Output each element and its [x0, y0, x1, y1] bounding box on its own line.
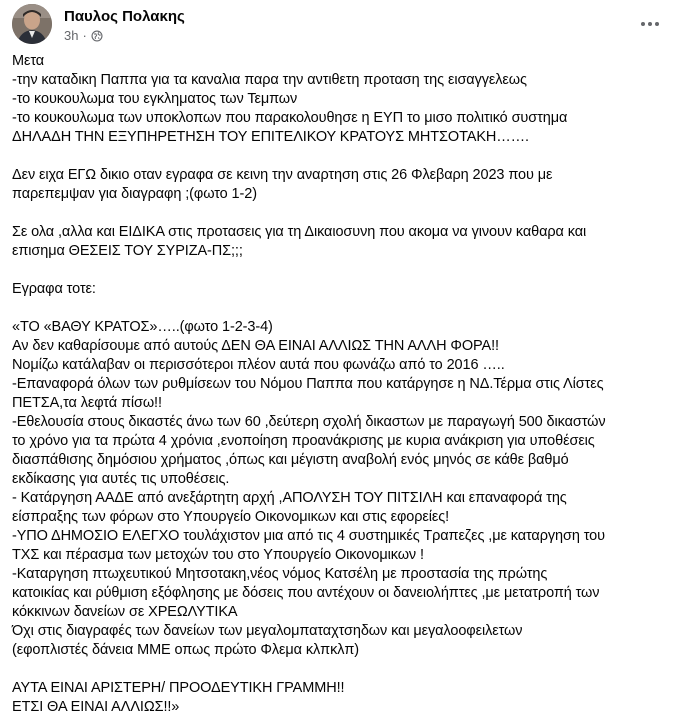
post-text-line: «ΤΟ «ΒΑΘΥ ΚΡΑΤΟΣ»…..(φωτο 1-2-3-4) [12, 319, 273, 335]
post-text-line: -το κουκουλωμα του εγκληματος των Τεμπων [12, 91, 298, 107]
post-text-line: Νομίζω κατάλαβαν οι περισσότεροι πλέον αυτά που φωνάζω από το 2016 ….. [12, 357, 505, 373]
post-text-line: επισημα ΘΕΣΕΙΣ ΤΟΥ ΣΥΡΙΖΑ-ΠΣ;;; [12, 243, 243, 259]
post-text-line: - Κατάργηση ΑΑΔΕ από ανεξάρτητη αρχή ,ΑΠΟΛΥΣΗ ΤΟΥ ΠΙΤΣΙΛΗ και επαναφορά της [12, 490, 567, 506]
post-text-line: (εφοπλιστές δάνεια ΜΜΕ οπως πρώτο Φλεμα κλπκλπ) [12, 642, 360, 658]
post-text [12, 52, 668, 717]
post-text-line: ΤΧΣ και πέρασμα των μετοχών του στο Υπουργείο Οικονομικων ! [12, 547, 424, 563]
post-text-line: παρεπεμψαν για διαγραφη ;(φωτο 1-2) [12, 186, 257, 202]
post-time[interactable]: 3h [64, 28, 79, 43]
post-text-line: Αν δεν καθαρίσουμε από αυτούς ΔΕΝ ΘΑ ΕΙΝΑΙ ΑΛΛΙΩΣ ΤΗΝ ΑΛΛΗ ΦΟΡΑ!! [12, 338, 499, 354]
post-paragraph [12, 223, 668, 261]
post-text-line: εκδίκασης για αυτές τις υποθέσεις. [12, 471, 230, 487]
post-header [12, 4, 668, 44]
more-options-button[interactable] [636, 10, 664, 38]
post-text-line: -την καταδικη Παππα για τα καναλια παρα την αντιθετη προταση της εισαγγελεως [12, 72, 527, 88]
post-text-line: ΕΤΣΙ ΘΑ ΕΙΝΑΙ ΑΛΛΙΩΣ!!» [12, 699, 180, 715]
post-text-line: Εγραφα τοτε: [12, 281, 96, 297]
post-paragraph [12, 679, 668, 717]
post-paragraph [12, 318, 668, 660]
post-text-line: το χρόνο για τα πρώτα 4 χρόνια ,ενοποίηση προανάκρισης με κυρια ανάκριση για υποθέσεις [12, 433, 595, 449]
post-text-line: -ΥΠΟ ΔΗΜΟΣΙΟ ΕΛΕΓΧΟ τουλάχιστον μια από τις 4 συστημικές Τραπεζες ,με καταργηση του [12, 528, 605, 544]
post-text-line: κόκκινων δανείων σε ΧΡΕΩΛΥΤΙΚΑ [12, 604, 238, 620]
post-text-line: -το κουκουλωμα των υποκλοπων που παρακολουθησε η ΕΥΠ το μισο πολιτικό συστημα [12, 110, 568, 126]
post-text-line: ΔΗΛΑΔΗ ΤΗΝ ΕΞΥΠΗΡΕΤΗΣΗ ΤΟΥ ΕΠΙΤΕΛΙΚΟΥ ΚΡΑΤΟΥΣ ΜΗΤΣΟΤΑΚΗ……. [12, 129, 529, 145]
post-text-line: είσπραξης των φόρων στο Υπουργείο Οικονομικων και στις εφορείες! [12, 509, 450, 525]
post-meta [64, 28, 103, 43]
author-name[interactable]: Παυλος Πολακης [64, 8, 185, 25]
avatar-photo [12, 4, 52, 44]
post-text-line: Δεν ειχα ΕΓΩ δικιο οταν εγραφα σε κεινη την αναρτηση στις 26 Φλεβαρη 2023 που με [12, 167, 553, 183]
post-paragraph [12, 52, 668, 147]
avatar[interactable] [12, 4, 52, 44]
post-text-line: ΠΕΤΣΑ,τα λεφτά πίσω!! [12, 395, 162, 411]
more-horizontal-icon [640, 21, 660, 27]
post-text-line: κατοικίας και ρύθμιση εξόφλησης με δόσεις που αντέχουν οι δανειολήπτες ,με μετατροπή των [12, 585, 600, 601]
post-text-line: ΑΥΤΑ ΕΙΝΑΙ ΑΡΙΣΤΕΡΗ/ ΠΡΟΟΔΕΥΤΙΚΗ ΓΡΑΜΜΗ!! [12, 680, 345, 696]
post-text-line: διασπάθισης δημόσιου χρήματος ,όπως και μέγιστη αναβολή ενός μηνός σε κάθε βαθμό [12, 452, 569, 468]
post-text-line: Μετα [12, 53, 45, 69]
post-paragraph [12, 166, 668, 204]
separator-dot: · [82, 28, 87, 43]
globe-icon [91, 30, 103, 42]
post-text-line: Όχι στις διαγραφές των δανείων των μεγαλομπαταχτσηδων και μεγαλοοφειλετων [12, 623, 523, 639]
post-text-line: -Εθελουσία στους δικαστές άνω των 60 ,δεύτερη σχολή δικαστων με παραγωγή 500 δικαστών [12, 414, 606, 430]
post-text-line: Σε ολα ,αλλα και ΕΙΔΙΚΑ στις προτασεις για τη Δικαιοσυνη που ακομα να γινουν καθαρα και [12, 224, 587, 240]
post-paragraph [12, 280, 668, 299]
post-text-line: -Καταργηση πτωχευτικού Μητσοτακη,νέος νόμος Κατσέλη με προστασία της πρώτης [12, 566, 548, 582]
post-text-line: -Επαναφορά όλων των ρυθμίσεων του Νόμου Παππα που κατάργησε η ΝΔ.Τέρμα στις Λίστες [12, 376, 604, 392]
